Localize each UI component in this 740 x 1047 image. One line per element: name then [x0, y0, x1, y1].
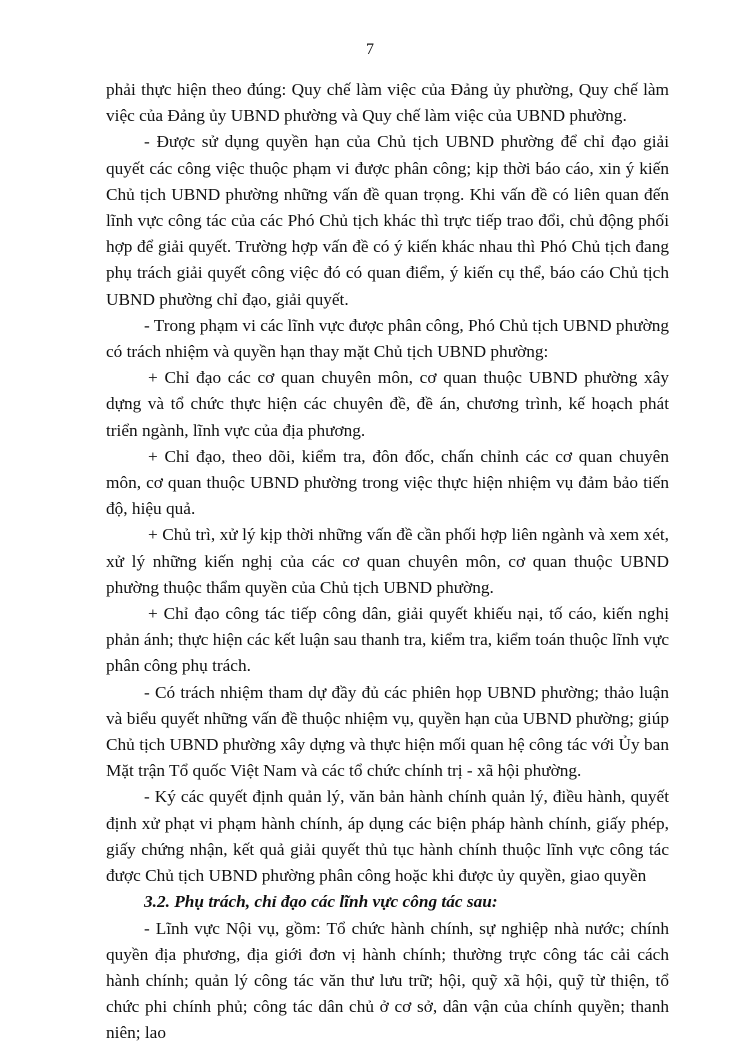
paragraph-monitor: + Chỉ đạo, theo dõi, kiểm tra, đôn đốc, chấn chỉnh các cơ quan chuyên môn, cơ quan thuộc UBND phường trong việc thực hiện nhiệm vụ đảm bảo tiến độ, hiệu quả.: [106, 446, 669, 519]
page-number: 7: [366, 41, 374, 58]
paragraph-sign-decisions: - Ký các quyết định quản lý, văn bản hành chính quản lý, điều hành, quyết định xử phạt vi phạm hành chính, áp dụng các biện pháp hành chính, giấy phép, giấy chứng nhận, kết quả giải quyết thủ tục hành chính thuộc lĩnh vực công tác được Chủ tịch UBND phường phân công hoặc khi được ủy quyền, giao quyền: [106, 787, 669, 886]
paragraph-authority: - Được sử dụng quyền hạn của Chủ tịch UBND phường để chỉ đạo giải quyết các công việc thuộc phạm vi được phân công; kịp thời báo cáo, xin ý kiến Chủ tịch UBND phường những vấn đề quan trọng. Khi vấn đề có liên quan đến lĩnh vực công tác của các Phó Chủ tịch khác thì trực tiếp trao đổi, chủ động phối hợp để giải quyết. Trường hợp vấn đề có ý kiến khác nhau thì Phó Chủ tịch đang phụ trách giải quyết công việc đó có quan điểm, ý kiến cụ thể, báo cáo Chủ tịch UBND phường chỉ đạo, giải quyết.: [106, 132, 669, 309]
section-heading: 3.2. Phụ trách, chỉ đạo các lĩnh vực công tác sau:: [144, 892, 498, 912]
paragraph-scope: - Trong phạm vi các lĩnh vực được phân công, Phó Chủ tịch UBND phường có trách nhiệm và quyền hạn thay mặt Chủ tịch UBND phường:: [106, 315, 669, 362]
paragraph-citizen-reception: + Chỉ đạo công tác tiếp công dân, giải quyết khiếu nại, tố cáo, kiến nghị phản ánh; thực hiện các kết luận sau thanh tra, kiểm tra, kiểm toán thuộc lĩnh vực phân công phụ trách.: [106, 604, 669, 676]
paragraph-internal-affairs: - Lĩnh vực Nội vụ, gồm: Tổ chức hành chính, sự nghiệp nhà nước; chính quyền địa phương, địa giới đơn vị hành chính; thường trực công tác cải cách hành chính; quản lý công tác văn thư lưu trữ; hội, quỹ xã hội, quỹ từ thiện, tổ chức phi chính phủ; công tác dân chủ ở cơ sở, dân vận của chính quyền; thanh niên; lao: [106, 918, 669, 1043]
paragraph-coordinate: + Chủ trì, xử lý kịp thời những vấn đề cần phối hợp liên ngành và xem xét, xử lý những kiến nghị của các cơ quan chuyên môn, cơ quan thuộc UBND phường thuộc thẩm quyền của Chủ tịch UBND phường.: [106, 525, 669, 597]
document-body: [106, 77, 669, 1047]
paragraph-meetings: - Có trách nhiệm tham dự đầy đủ các phiên họp UBND phường; thảo luận và biểu quyết những vấn đề thuộc nhiệm vụ, quyền hạn của UBND phường; giúp Chủ tịch UBND phường xây dựng và thực hiện mối quan hệ công tác với Ủy ban Mặt trận Tổ quốc Việt Nam và các tổ chức chính trị - xã hội phường.: [106, 682, 669, 781]
paragraph-continuation: phải thực hiện theo đúng: Quy chế làm việc của Đảng ủy phường, Quy chế làm việc của Đảng ủy UBND phường và Quy chế làm việc của UBND phường.: [106, 80, 669, 126]
paragraph-direct-agencies: + Chỉ đạo các cơ quan chuyên môn, cơ quan thuộc UBND phường xây dựng và tổ chức thực hiện các chuyên đề, đề án, chương trình, kế hoạch phát triển ngành, lĩnh vực của địa phương.: [106, 368, 669, 440]
